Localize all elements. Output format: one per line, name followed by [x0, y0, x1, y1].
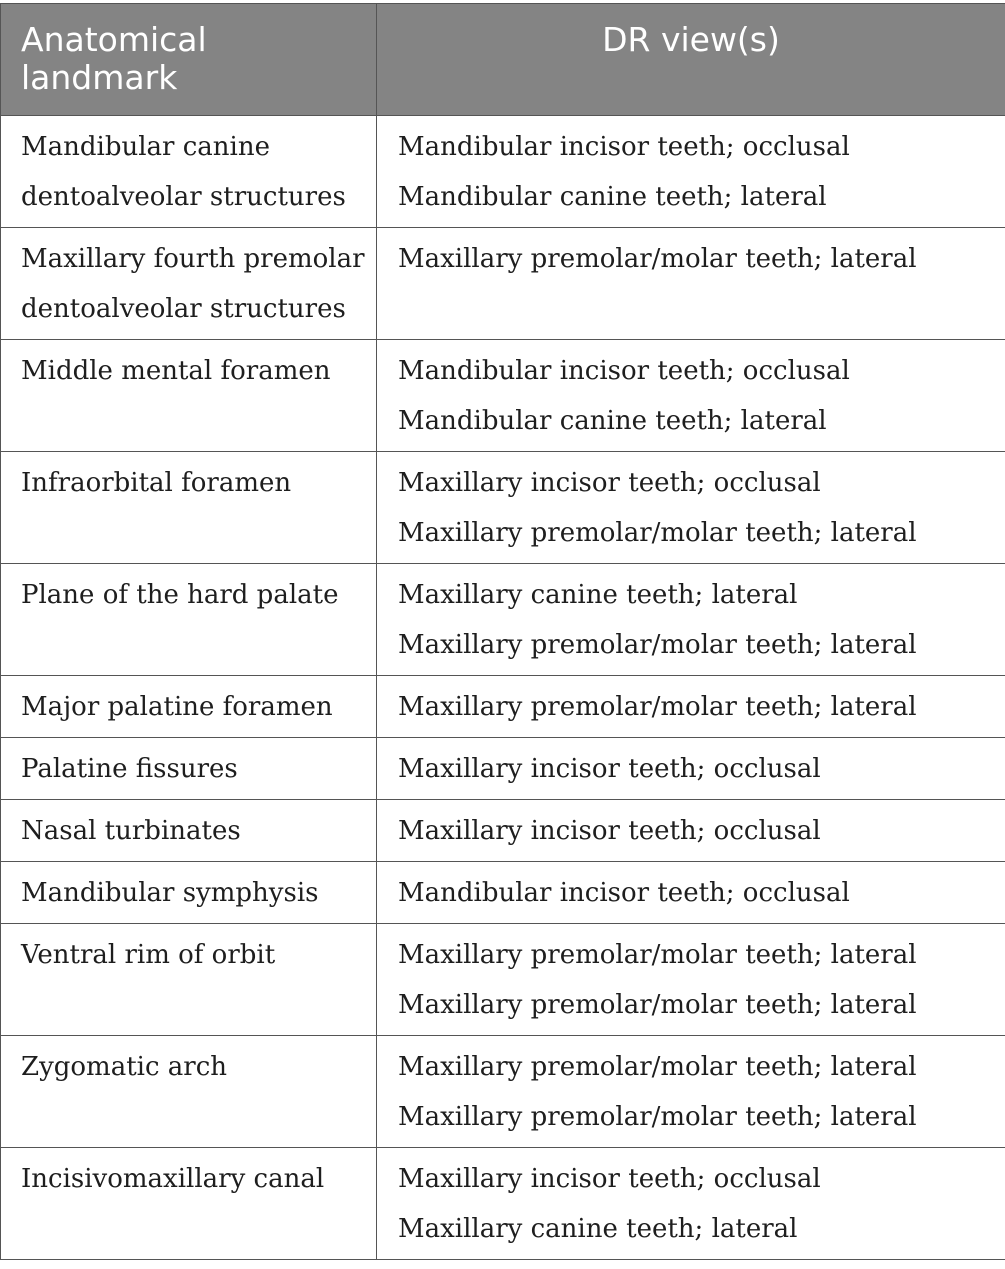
dr-view-cell	[377, 924, 1005, 1036]
table-row	[1, 1036, 1005, 1148]
dr-view-cell	[377, 1148, 1005, 1260]
dr-view-text: Mandibular incisor teeth; occlusal	[398, 132, 850, 162]
dr-view-text: Maxillary premolar/molar teeth; lateral	[398, 1102, 917, 1132]
dr-view-cell	[377, 228, 1005, 340]
dr-view-cell	[377, 800, 1005, 862]
dr-view-text: Mandibular canine teeth; lateral	[398, 182, 827, 212]
landmark-text: Plane of the hard palate	[21, 580, 339, 610]
landmark-cell	[1, 862, 377, 924]
landmark-cell	[1, 676, 377, 738]
landmark-cell	[1, 800, 377, 862]
table-row	[1, 564, 1005, 676]
dr-view-text: Maxillary incisor teeth; occlusal	[398, 1164, 821, 1194]
landmark-text: Ventral rim of orbit	[21, 940, 276, 970]
table-row	[1, 452, 1005, 564]
table-row	[1, 676, 1005, 738]
table-row	[1, 116, 1005, 228]
header-anatomical-landmark: Anatomical landmark	[1, 4, 377, 116]
dr-view-cell	[377, 116, 1005, 228]
landmark-cell	[1, 924, 377, 1036]
dr-view-cell	[377, 1036, 1005, 1148]
landmark-text: Palatine fissures	[21, 754, 238, 784]
table-row	[1, 862, 1005, 924]
landmark-table-container	[0, 3, 1005, 1260]
dr-view-text: Mandibular canine teeth; lateral	[398, 406, 827, 436]
dr-view-text: Maxillary incisor teeth; occlusal	[398, 468, 821, 498]
table-row	[1, 738, 1005, 800]
table-row	[1, 1148, 1005, 1260]
landmark-cell	[1, 1148, 377, 1260]
header-dr-views: DR view(s)	[377, 4, 1005, 116]
table-row	[1, 340, 1005, 452]
landmark-cell	[1, 564, 377, 676]
dr-view-cell	[377, 452, 1005, 564]
landmark-text: dentoalveolar structures	[21, 294, 346, 324]
table-row	[1, 228, 1005, 340]
landmark-table	[0, 3, 1005, 1260]
dr-view-text: Maxillary canine teeth; lateral	[398, 1214, 798, 1244]
landmark-text: dentoalveolar structures	[21, 182, 346, 212]
landmark-cell	[1, 340, 377, 452]
landmark-cell	[1, 452, 377, 564]
dr-view-cell	[377, 862, 1005, 924]
table-row	[1, 800, 1005, 862]
landmark-text: Zygomatic arch	[21, 1052, 228, 1082]
landmark-text: Mandibular symphysis	[21, 878, 319, 908]
dr-view-cell	[377, 340, 1005, 452]
dr-view-text: Mandibular incisor teeth; occlusal	[398, 356, 850, 386]
landmark-text: Mandibular canine	[21, 132, 270, 162]
dr-view-text: Maxillary premolar/molar teeth; lateral	[398, 692, 917, 722]
dr-view-cell	[377, 564, 1005, 676]
landmark-text: Maxillary fourth premolar	[21, 244, 365, 274]
dr-view-text: Maxillary canine teeth; lateral	[398, 580, 798, 610]
landmark-text: Nasal turbinates	[21, 816, 241, 846]
dr-view-cell	[377, 676, 1005, 738]
dr-view-text: Maxillary premolar/molar teeth; lateral	[398, 518, 917, 548]
table-row	[1, 924, 1005, 1036]
dr-view-text: Maxillary premolar/molar teeth; lateral	[398, 244, 917, 274]
landmark-text: Major palatine foramen	[21, 692, 333, 722]
landmark-cell	[1, 1036, 377, 1148]
landmark-cell	[1, 228, 377, 340]
table-header-row	[1, 4, 1005, 116]
dr-view-text: Maxillary incisor teeth; occlusal	[398, 816, 821, 846]
landmark-text: Incisivomaxillary canal	[21, 1164, 325, 1194]
landmark-text: Infraorbital foramen	[21, 468, 292, 498]
dr-view-text: Maxillary incisor teeth; occlusal	[398, 754, 821, 784]
table-body	[1, 116, 1005, 1260]
dr-view-text: Maxillary premolar/molar teeth; lateral	[398, 1052, 917, 1082]
dr-view-text: Maxillary premolar/molar teeth; lateral	[398, 990, 917, 1020]
landmark-cell	[1, 738, 377, 800]
dr-view-cell	[377, 738, 1005, 800]
dr-view-text: Mandibular incisor teeth; occlusal	[398, 878, 850, 908]
landmark-text: Middle mental foramen	[21, 356, 331, 386]
dr-view-text: Maxillary premolar/molar teeth; lateral	[398, 940, 917, 970]
landmark-cell	[1, 116, 377, 228]
dr-view-text: Maxillary premolar/molar teeth; lateral	[398, 630, 917, 660]
